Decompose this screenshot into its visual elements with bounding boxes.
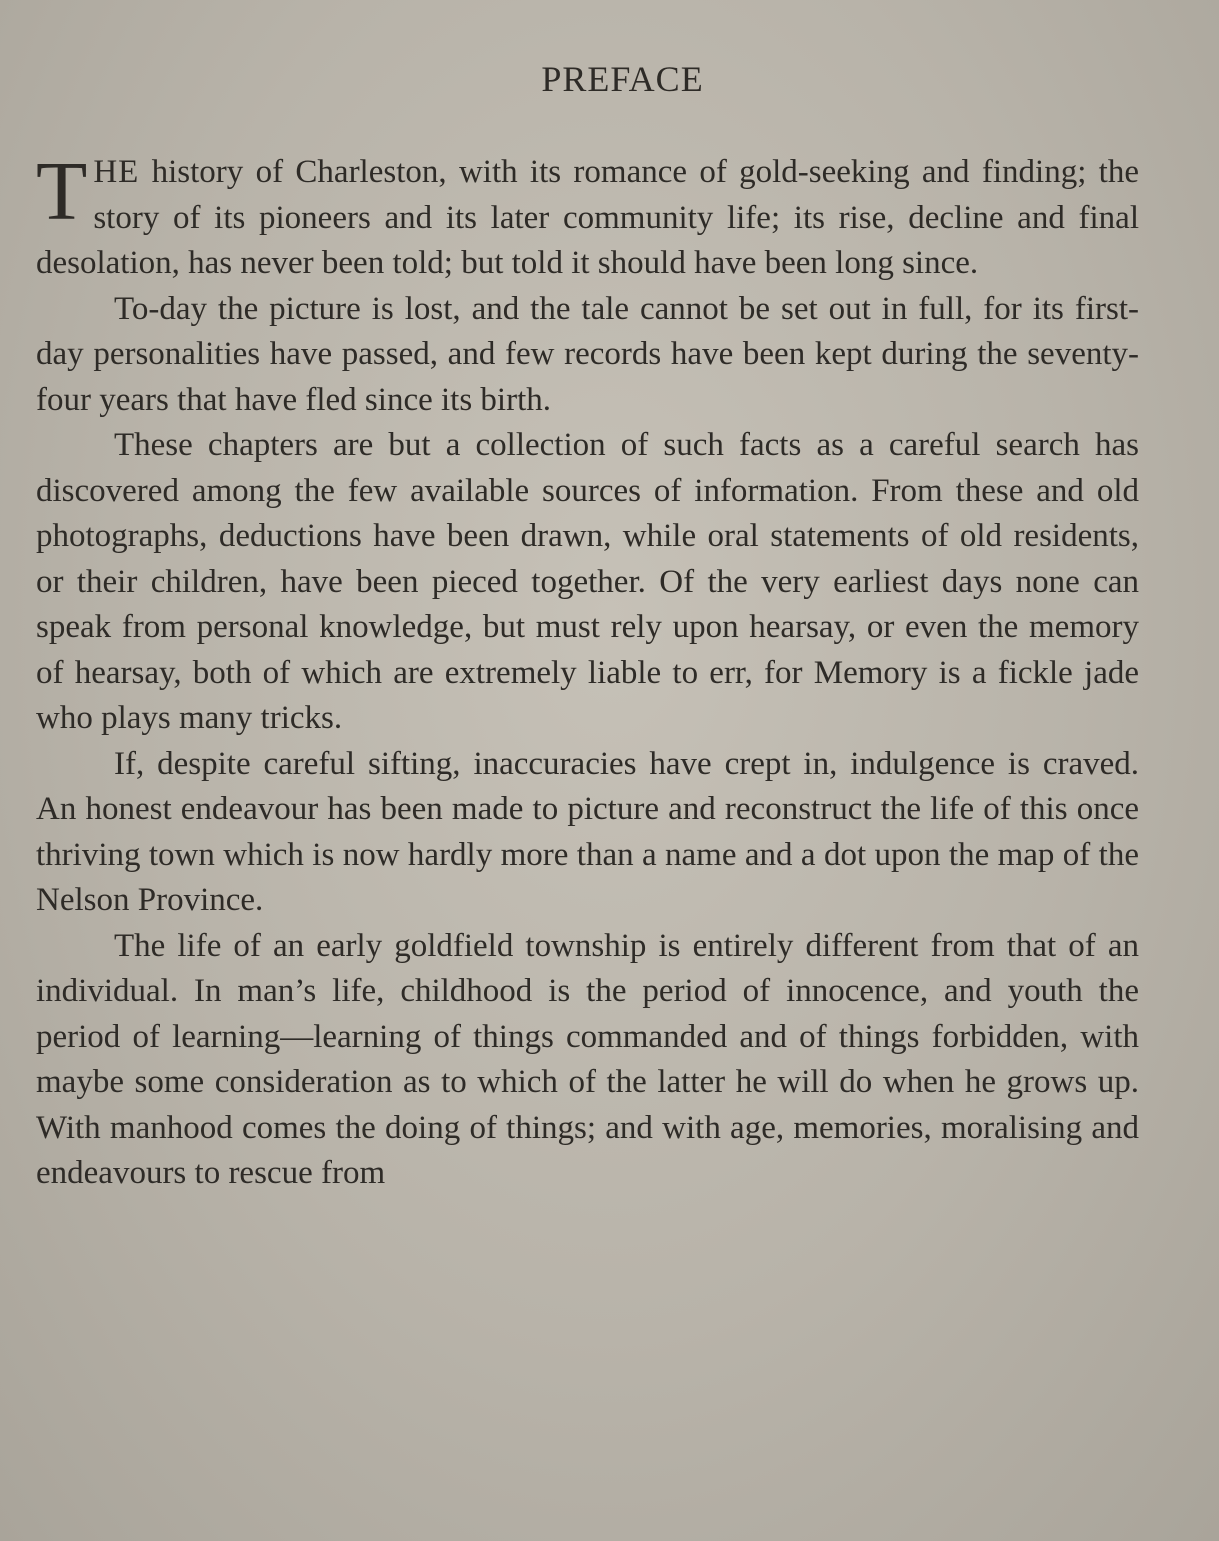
paragraph-4: If, despite careful sifting, inaccuracies have crept in, indulgence is craved. An honest endeavour has been made to picture and reconstruct the life of this once thriving town which is now hardly more than a name and a dot upon the map of the Nelson Province. (36, 745, 1139, 918)
drop-cap: T (36, 145, 88, 238)
first-word-rest: HE (93, 154, 140, 190)
paragraph-5: The life of an early goldfield township is entirely different from that of an individual. In man’s life, childhood is the period of innocence, and youth the period of learning—learning of things commanded and of things forbidden, with maybe some consideration as to which of the latter he will do when he grows up. With manhood comes the doing of things; and with age, memories, moralising and endeavours to rescue from (36, 927, 1139, 1191)
paragraph-3: These chapters are but a collection of such facts as a careful search has discovered among the few available sources of information. From these and old photographs, deductions have been drawn, while oral statements of old residents, or their children, have been pieced together. Of the very earliest days none can speak from personal knowledge, but must rely upon hearsay, or even the memory of hearsay, both of which are extremely liable to err, for Memory is a fickle jade who plays many tricks. (36, 427, 1139, 736)
paragraph-1-text: history of Charleston, with its romance of gold-seeking and finding; the story of its pioneers and its later community life; its rise, decline and final desolation, has never been told; but told it should have been long since. (36, 154, 1139, 281)
paragraph-1 (36, 145, 1139, 287)
page-title: PREFACE (541, 59, 704, 99)
paragraph-2: To-day the picture is lost, and the tale cannot be set out in full, for its first-day personalities have passed, and few records have been kept during the seventy-four years that have fled since its birth. (36, 290, 1139, 418)
